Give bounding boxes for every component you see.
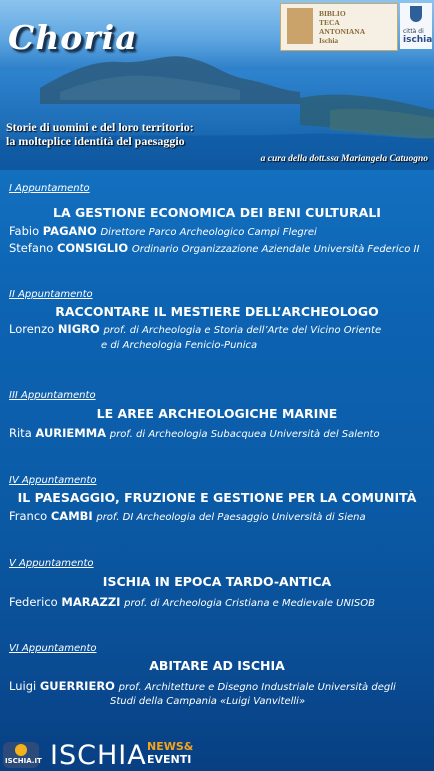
speaker-role: prof. di Archeologia e Storia dell’Arte del Vicino Oriente	[103, 325, 382, 336]
ischia-it-badge	[3, 742, 42, 768]
biblioteca-antoniana-logo	[280, 3, 398, 51]
appointment-label: I Appuntamento	[9, 183, 90, 194]
subtitle-line: Storie di uomini e del loro territorio:	[6, 120, 194, 134]
speaker-role-continued: Studi della Campania «Luigi Vanvitelli»	[110, 696, 306, 707]
logo-text: Ischia	[319, 36, 339, 45]
speaker-role: Direttore Parco Archeologico Campi Flegrei	[100, 227, 317, 238]
appointment-label: II Appuntamento	[9, 289, 93, 300]
footer-brand	[0, 738, 434, 771]
shield-icon	[410, 6, 422, 22]
footer-eventi-label: EVENTI	[147, 753, 192, 766]
event-title: RACCONTARE IL MESTIERE DELL’ARCHEOLOGO	[55, 304, 379, 319]
speaker-first-name: Stefano	[9, 241, 54, 255]
speaker-last-name: CAMBI	[50, 509, 93, 523]
citta-di-ischia-logo	[400, 3, 432, 49]
speaker-line	[9, 322, 381, 336]
speaker-role-continued: e di Archeologia Fenicio-Punica	[101, 340, 258, 351]
speaker-role: prof. di Archeologia Subacquea Università del Salento	[109, 429, 380, 440]
logo-text: città di	[403, 28, 424, 35]
curator-credit: a cura della dott.ssa Mariangela Catuogno	[260, 154, 428, 164]
speaker-first-name: Lorenzo	[9, 322, 55, 336]
speaker-first-name: Franco	[9, 509, 48, 523]
speaker-role: prof. di Archeologia Cristiana e Medievale UNISOB	[124, 598, 375, 609]
speaker-last-name: PAGANO	[42, 224, 97, 238]
speaker-first-name: Fabio	[9, 224, 40, 238]
speaker-first-name: Rita	[9, 426, 32, 440]
speaker-last-name: AURIEMMA	[35, 426, 107, 440]
biblioteca-emblem-icon	[287, 8, 313, 44]
appointment-label: V Appuntamento	[9, 558, 94, 569]
speaker-line	[9, 241, 419, 255]
poster-title: Choria	[8, 18, 138, 57]
appointment-label: III Appuntamento	[9, 390, 96, 401]
footer-brand-name: ISCHIA	[50, 740, 147, 771]
event-title: LA GESTIONE ECONOMICA DEI BENI CULTURALI	[53, 205, 381, 220]
speaker-line	[9, 426, 380, 440]
sun-icon	[15, 744, 27, 756]
speaker-line	[9, 509, 366, 523]
speaker-first-name: Federico	[9, 595, 58, 609]
speaker-line	[9, 595, 375, 609]
appointment-label: VI Appuntamento	[9, 643, 97, 654]
logo-text: BIBLIO	[319, 9, 346, 18]
speaker-role: prof. DI Archeologia del Paesaggio Università di Siena	[96, 512, 366, 523]
speaker-first-name: Luigi	[9, 679, 37, 693]
event-title: IL PAESAGGIO, FRUZIONE E GESTIONE PER LA COMUNITÀ	[17, 490, 417, 505]
speaker-last-name: CONSIGLIO	[56, 241, 129, 255]
speaker-line	[9, 224, 317, 238]
speaker-role: prof. Architetture e Disegno Industriale Università degli	[118, 682, 396, 693]
speaker-role: Ordinario Organizzazione Aziendale Università Federico II	[131, 244, 420, 255]
speaker-line	[9, 679, 396, 693]
footer-news-label: NEWS&	[147, 740, 194, 753]
speaker-last-name: MARAZZI	[61, 595, 121, 609]
event-title: ISCHIA IN EPOCA TARDO-ANTICA	[102, 574, 332, 589]
speaker-last-name: NIGRO	[57, 322, 100, 336]
event-title: LE AREE ARCHEOLOGICHE MARINE	[96, 406, 338, 421]
hero-banner	[0, 0, 434, 170]
event-title: ABITARE AD ISCHIA	[149, 658, 285, 673]
badge-text: ISCHIA.IT	[5, 757, 42, 765]
poster-subtitle	[6, 120, 194, 148]
logo-text: ischia	[403, 35, 433, 45]
appointment-label: IV Appuntamento	[9, 475, 97, 486]
logo-text: TECA	[319, 18, 340, 27]
subtitle-line: la molteplice identità del paesaggio	[6, 134, 185, 148]
speaker-last-name: GUERRIERO	[39, 679, 115, 693]
logo-text: ANTONIANA	[319, 27, 366, 36]
